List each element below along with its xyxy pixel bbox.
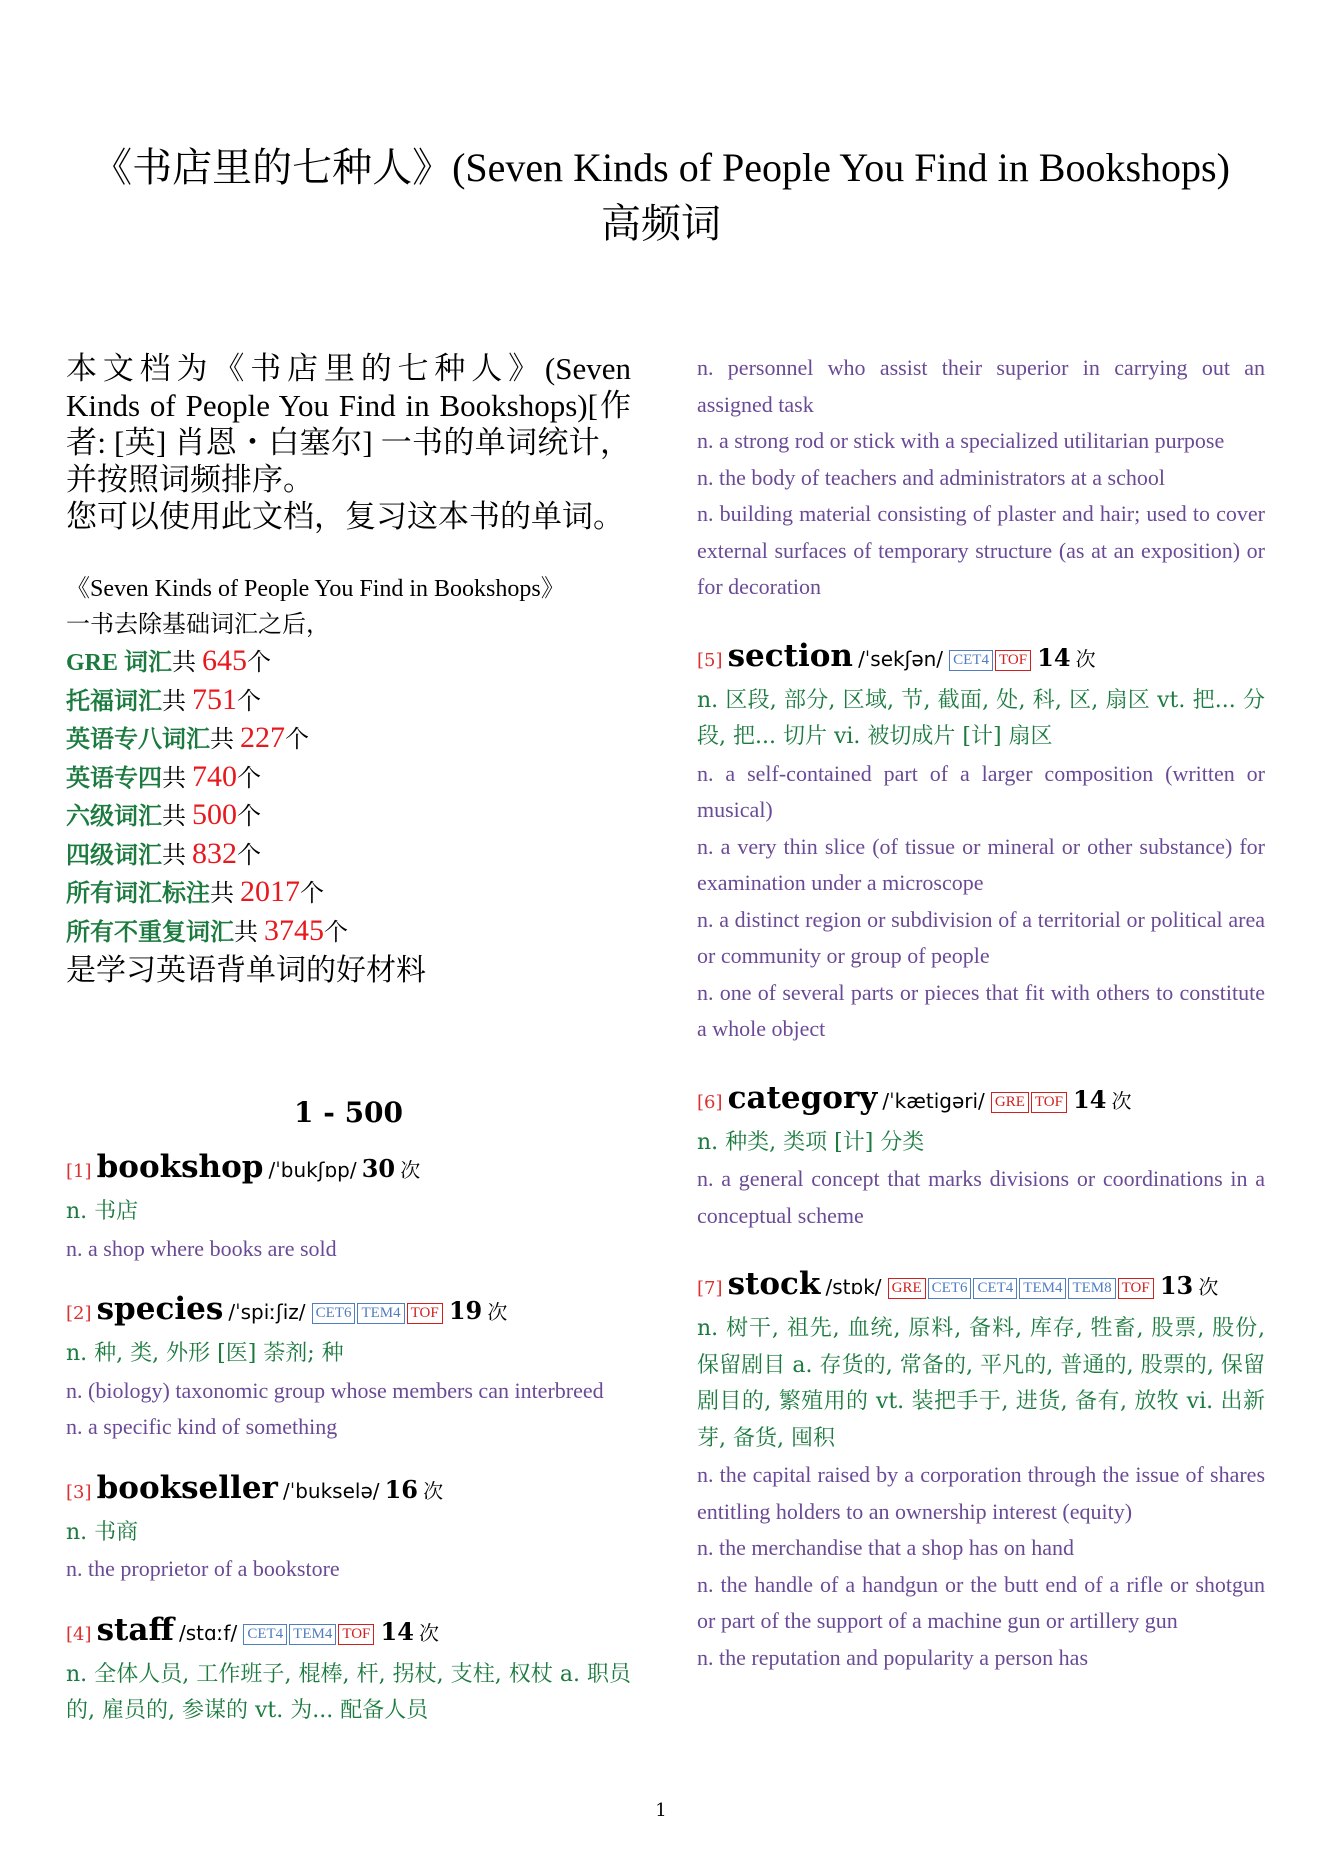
headword: species	[96, 1291, 224, 1327]
english-definition: n. personnel who assist their superior in carrying out an assigned task	[697, 355, 1265, 417]
word-entry	[66, 1145, 631, 1267]
exam-tag: TOF	[1031, 1092, 1067, 1113]
stat-unit: 个	[237, 765, 261, 792]
stat-connector: 共	[162, 804, 192, 830]
word-entry	[697, 634, 1265, 1048]
chinese-definition: n. 种类, 类项 [计] 分类	[697, 1129, 925, 1155]
exam-tag: TOF	[995, 650, 1031, 671]
phonetic: /ˈbukselə/	[282, 1478, 380, 1503]
stat-row	[66, 643, 631, 682]
exam-tag: GRE	[991, 1092, 1029, 1113]
left-column	[66, 350, 631, 1750]
frequency-unit: 次	[400, 1158, 421, 1182]
title-line1: 《书店里的七种人》(Seven Kinds of People You Find in Bookshops)	[92, 145, 1230, 190]
frequency-count: 16	[384, 1474, 418, 1504]
english-definition: n. the proprietor of a bookstore	[66, 1556, 340, 1581]
word-entry	[66, 1287, 631, 1446]
entry-header	[697, 1076, 1265, 1125]
vocabulary-stats	[66, 571, 631, 991]
stats-rows	[66, 643, 631, 951]
stat-unit: 个	[237, 842, 261, 869]
stat-row	[66, 797, 631, 836]
stat-unit: 个	[285, 727, 309, 753]
word-entry	[66, 1608, 631, 1730]
stats-book-title: 《Seven Kinds of People You Find in Bookshops》	[66, 576, 565, 602]
frequency-unit: 次	[487, 1300, 508, 1324]
headword: staff	[96, 1611, 174, 1648]
stat-count: 832	[192, 836, 237, 870]
entry-index: [4]	[66, 1623, 92, 1645]
frequency-unit: 次	[423, 1478, 444, 1503]
phonetic: /ˈspiːʃiz/	[228, 1300, 306, 1324]
entry-index: [3]	[66, 1481, 92, 1503]
page-number: 1	[655, 1800, 667, 1821]
headword: category	[727, 1079, 878, 1116]
stat-label: 六级词汇	[66, 804, 162, 830]
stat-connector: 共	[210, 881, 240, 907]
headword: section	[727, 637, 853, 674]
chinese-definition: n. 书商	[66, 1519, 139, 1545]
entry-index: [2]	[66, 1303, 92, 1324]
stat-label: 英语专八词汇	[66, 727, 210, 753]
stat-count: 3745	[264, 913, 324, 947]
stat-count: 751	[192, 682, 237, 716]
exam-tag: TEM4	[1019, 1278, 1066, 1299]
english-definition: n. a distinct region or subdivision of a territorial or political area or community or group of people	[697, 906, 1265, 968]
frequency-unit: 次	[419, 1620, 439, 1645]
stat-connector: 共	[210, 727, 240, 753]
entry-list-left	[66, 1145, 631, 1730]
exam-tag: TEM4	[357, 1303, 404, 1324]
entry-index: [5]	[697, 649, 723, 671]
entry-list-right	[697, 634, 1265, 1677]
intro-text-2: 您可以使用此文档，复习这本书的单词。	[66, 499, 624, 534]
word-entry	[697, 1076, 1265, 1235]
stat-connector: 共	[162, 765, 192, 792]
entry-header	[66, 1145, 631, 1194]
stat-unit: 个	[324, 919, 348, 946]
english-definition: n. a specific kind of something	[66, 1414, 338, 1439]
phonetic: /stɒk/	[825, 1275, 882, 1299]
exam-tag: CET6	[312, 1303, 356, 1324]
english-definition: n. the handle of a handgun or the butt end of a rifle or shotgun or part of the support of a machine gun or artillery gun	[697, 1571, 1265, 1633]
stat-row	[66, 720, 631, 759]
stat-label: 四级词汇	[66, 842, 162, 869]
chinese-definition: n. 种, 类, 外形 [医] 荼剂; 种	[66, 1341, 344, 1366]
phonetic: /stɑːf/	[179, 1620, 238, 1645]
phonetic: /ˈbukʃɒp/	[268, 1158, 357, 1182]
exam-tag: CET4	[243, 1624, 287, 1645]
entry-index: [1]	[66, 1161, 92, 1182]
headword: bookseller	[96, 1469, 278, 1506]
stat-label: 所有词汇标注	[66, 881, 210, 907]
chinese-definition: n. 区段, 部分, 区域, 节, 截面, 处, 科, 区, 扇区 vt. 把... 分段, 把... 切片 vi. 被切成片 [计] 扇区	[697, 687, 1265, 749]
entry-index: [7]	[697, 1278, 723, 1299]
headword: stock	[727, 1266, 821, 1302]
frequency-count: 30	[361, 1154, 396, 1183]
stat-unit: 个	[247, 650, 272, 676]
chinese-definition: n. 书店	[66, 1199, 139, 1224]
frequency-count: 14	[1073, 1084, 1107, 1114]
stat-label: 所有不重复词汇	[66, 919, 234, 946]
english-definition: n. building material consisting of plaster and hair; used to cover external surfaces of temporary structure (as at an exposition) or for decoration	[697, 501, 1265, 599]
english-definition: n. the reputation and popularity a person has	[697, 1644, 1089, 1670]
exam-tag: TEM8	[1068, 1278, 1115, 1299]
english-definition: n. a general concept that marks divisions or coordinations in a conceptual scheme	[697, 1166, 1265, 1228]
english-definition: n. the capital raised by a corporation through the issue of shares entitling holders to an ownership interest (equity)	[697, 1462, 1265, 1524]
english-definition: n. a very thin slice (of tissue or mineral or other substance) for examination under a microscope	[697, 833, 1265, 895]
stats-intro: 一书去除基础词汇之后，	[66, 612, 330, 638]
english-definition: n. a shop where books are sold	[66, 1235, 337, 1261]
english-definition: n. a self-contained part of a larger composition (written or musical)	[697, 760, 1265, 822]
stat-count: 2017	[240, 875, 300, 908]
english-definition: n. one of several parts or pieces that fit with others to constitute a whole object	[697, 979, 1265, 1041]
stat-unit: 个	[237, 804, 261, 830]
entry-header	[66, 1287, 631, 1336]
exam-tag: CET4	[949, 650, 993, 671]
frequency-unit: 次	[1111, 1088, 1132, 1113]
entry-header	[66, 1608, 631, 1657]
frequency-count: 13	[1159, 1271, 1194, 1300]
entry-header	[697, 634, 1265, 683]
intro-text-1: 本文档为《书店里的七种人》(Seven Kinds of People You Find in Bookshops)[作者: [英] 肖恩・白塞尔] 一书的单词统计，并按照词频排序。	[66, 351, 631, 497]
stat-row	[66, 759, 631, 798]
stat-connector: 共	[162, 688, 192, 715]
exam-tag: TOF	[1118, 1278, 1154, 1299]
phonetic: /ˈkætigəri/	[882, 1088, 985, 1113]
headword: bookshop	[96, 1149, 264, 1185]
stat-row	[66, 682, 631, 721]
stat-connector: 共	[172, 650, 203, 676]
stats-conclusion: 是学习英语背单词的好材料	[66, 954, 426, 987]
entry-header	[697, 1262, 1265, 1311]
exam-tag: CET6	[928, 1278, 972, 1299]
stat-row	[66, 874, 631, 913]
phonetic: /ˈsekʃən/	[858, 646, 944, 671]
frequency-count: 14	[380, 1616, 414, 1646]
document-title	[0, 140, 1322, 252]
intro-paragraph	[66, 350, 631, 535]
english-definition: n. the merchandise that a shop has on hand	[697, 1535, 1074, 1560]
chinese-definition: n. 全体人员, 工作班子, 棍棒, 杆, 拐杖, 支柱, 权杖 a. 职员的, 雇员的, 参谋的 vt. 为... 配备人员	[66, 1661, 631, 1723]
frequency-unit: 次	[1075, 646, 1096, 671]
exam-tag: GRE	[888, 1278, 926, 1299]
exam-tag: TOF	[407, 1303, 443, 1324]
english-definition: n. the body of teachers and administrators at a school	[697, 464, 1165, 490]
title-line2: 高频词	[601, 201, 721, 246]
english-definition: n. a strong rod or stick with a specialized utilitarian purpose	[697, 428, 1225, 453]
stat-unit: 个	[237, 688, 261, 715]
stat-count: 740	[192, 759, 237, 793]
stat-row	[66, 913, 631, 952]
stat-count: 500	[192, 798, 237, 831]
word-entry	[697, 1262, 1265, 1676]
frequency-count: 19	[448, 1296, 483, 1325]
stat-label: 托福词汇	[66, 688, 162, 715]
staff-definitions-continued	[697, 350, 1265, 606]
stat-count: 645	[202, 644, 248, 677]
range-heading: 1 - 500	[293, 1096, 404, 1129]
stat-connector: 共	[162, 842, 192, 869]
stat-count: 227	[240, 721, 285, 754]
stat-unit: 个	[300, 881, 324, 907]
chinese-definition: n. 树干, 祖先, 血统, 原料, 备料, 库存, 牲畜, 股票, 股份, 保留剧目 a. 存货的, 常备的, 平凡的, 普通的, 股票的, 保留剧目的, 繁殖用的 vt. 装把手于, 进货, 备有, 放牧 vi. 出新芽, 备货, 囤积	[697, 1316, 1265, 1451]
english-definition: n. (biology) taxonomic group whose members can interbreed	[66, 1377, 604, 1403]
entry-header	[66, 1466, 631, 1515]
exam-tag: CET4	[973, 1278, 1017, 1299]
frequency-unit: 次	[1198, 1275, 1219, 1299]
frequency-count: 14	[1037, 642, 1071, 672]
stat-row	[66, 836, 631, 875]
word-entry	[66, 1466, 631, 1588]
stat-connector: 共	[234, 919, 264, 946]
stat-label: 英语专四	[66, 765, 162, 792]
entry-index: [6]	[697, 1091, 723, 1113]
exam-tag: TEM4	[289, 1624, 336, 1645]
stat-label: GRE 词汇	[66, 650, 173, 676]
right-column	[697, 350, 1265, 1704]
exam-tag: TOF	[338, 1624, 374, 1645]
